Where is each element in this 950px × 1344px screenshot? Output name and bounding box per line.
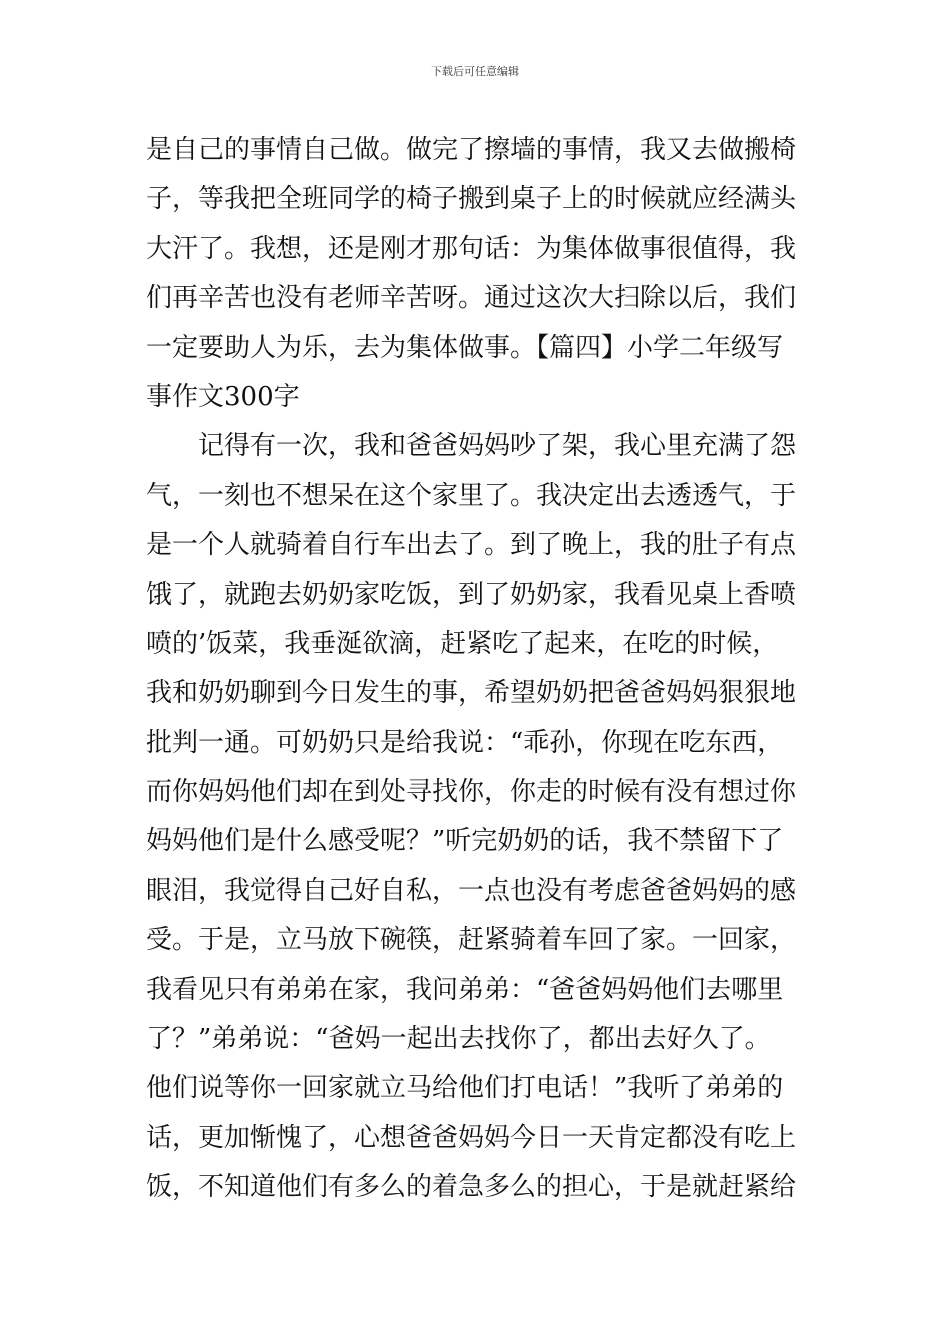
page-header-note: 下载后可任意编辑 bbox=[431, 65, 519, 78]
paragraph-start-line: 记得有一次，我和爸爸妈妈吵了架，我心里充满了怨 bbox=[146, 431, 797, 462]
text-line: 批判一通。可奶奶只是给我说：“乖孙，你现在吃东西， bbox=[146, 727, 784, 758]
text-line: 饿了，就跑去奶奶家吃饭，到了奶奶家，我看见桌上香喷 bbox=[146, 579, 797, 610]
text-line: 饭，不知道他们有多么的着急多么的担心，于是就赶紧给 bbox=[146, 1172, 797, 1203]
text-line: 我和奶奶聊到今日发生的事，希望奶奶把爸爸妈妈狠狠地 bbox=[146, 678, 797, 709]
text-line: 话，更加惭愧了，心想爸爸妈妈今日一天肯定都没有吃上 bbox=[146, 1122, 797, 1153]
text-line: 是一个人就骑着自行车出去了。到了晚上，我的肚子有点 bbox=[146, 530, 797, 561]
text-line: 我看见只有弟弟在家，我问弟弟：“爸爸妈妈他们去哪里 bbox=[146, 974, 784, 1005]
text-line: 是自己的事情自己做。做完了擦墙的事情，我又去做搬椅 bbox=[146, 135, 797, 165]
text-line: 一定要助人为乐，去为集体做事。【篇四】小学二年级写 bbox=[146, 332, 784, 363]
text-line: 他们说等你一回家就立马给他们打电话！”我听了弟弟的 bbox=[146, 1073, 784, 1104]
text-line: 眼泪，我觉得自己好自私，一点也没有考虑爸爸妈妈的感 bbox=[146, 875, 797, 906]
text-line: 受。于是，立马放下碗筷，赶紧骑着车回了家。一回家， bbox=[146, 925, 797, 956]
text-line: 妈妈他们是什么感受呢？”听完奶奶的话，我不禁留下了 bbox=[146, 826, 784, 857]
text-line: 大汗了。我想，还是刚才那句话：为集体做事很值得，我 bbox=[146, 233, 797, 264]
text-line: 事作文300字 bbox=[146, 381, 300, 412]
text-line: 喷的’饭菜，我垂涎欲滴，赶紧吃了起来，在吃的时候， bbox=[146, 628, 779, 659]
text-line: 了？”弟弟说：“爸妈一起出去找你了，都出去好久了。 bbox=[146, 1024, 771, 1055]
document-body bbox=[146, 126, 806, 1213]
text-line: 子，等我把全班同学的椅子搬到桌子上的时候就应经满头 bbox=[146, 184, 797, 215]
text-line: 们再辛苦也没有老师辛苦呀。通过这次大扫除以后，我们 bbox=[146, 283, 797, 314]
text-line: 而你妈妈他们却在到处寻找你，你走的时候有没有想过你 bbox=[146, 777, 797, 808]
text-line: 气，一刻也不想呆在这个家里了。我决定出去透透气，于 bbox=[146, 480, 797, 511]
